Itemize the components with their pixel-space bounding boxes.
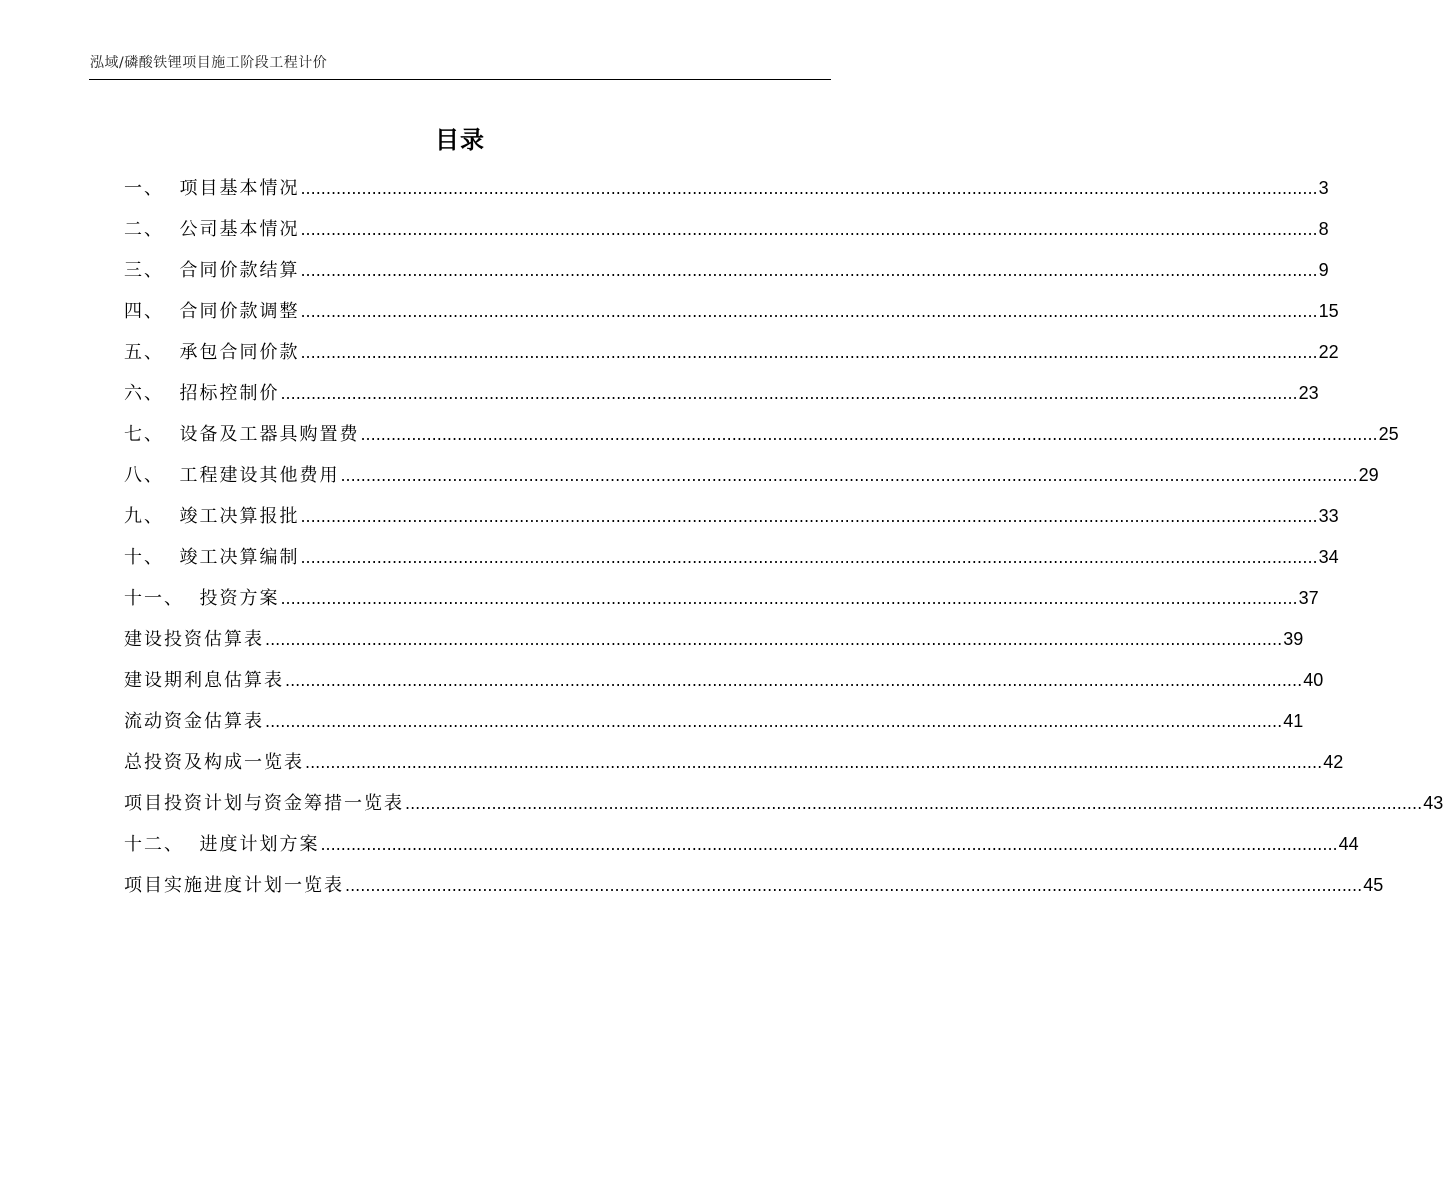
toc-entry[interactable] [124, 867, 1384, 908]
toc-entry-label: 工程建设其他费用 [179, 465, 340, 486]
toc-leader-dots: ........................................................................................................................................................................................................ [300, 548, 1318, 567]
toc-entry-label: 进度计划方案 [199, 834, 320, 855]
toc-entry-page: 40 [1303, 670, 1324, 690]
toc-entry-page: 34 [1318, 547, 1339, 567]
toc-entry-number: 十二、 [124, 834, 200, 855]
toc-entry-label: 流动资金估算表 [124, 711, 264, 732]
toc-leader-dots: ........................................................................................................................................................................................................ [300, 261, 1318, 280]
toc-leader-dots: ........................................................................................................................................................................................................ [360, 425, 1378, 444]
toc-entry-page: 43 [1423, 793, 1443, 813]
toc-entry-label: 合同价款结算 [179, 260, 300, 281]
toc-entry-label: 公司基本情况 [179, 219, 300, 240]
table-of-contents [124, 170, 1443, 908]
toc-entry-label: 设备及工器具购置费 [179, 424, 360, 445]
toc-leader-dots: ........................................................................................................................................................................................................ [300, 507, 1318, 526]
toc-entry[interactable] [124, 703, 1304, 744]
toc-entry-number: 四、 [124, 301, 180, 322]
toc-entry-page: 45 [1363, 875, 1384, 895]
toc-entry-page: 44 [1338, 834, 1359, 854]
toc-entry-page: 3 [1318, 178, 1329, 198]
toc-leader-dots: ........................................................................................................................................................................................................ [345, 876, 1363, 895]
toc-entry[interactable] [124, 293, 1339, 334]
toc-entry[interactable] [124, 252, 1329, 293]
toc-entry[interactable] [124, 498, 1339, 539]
toc-entry-label: 建设期利息估算表 [124, 670, 284, 691]
toc-entry-label: 投资方案 [199, 588, 280, 609]
toc-entry-number: 九、 [124, 506, 180, 527]
toc-entry-number: 一、 [124, 178, 180, 199]
toc-entry-label: 竣工决算编制 [179, 547, 300, 568]
toc-leader-dots: ........................................................................................................................................................................................................ [340, 466, 1358, 485]
toc-entry[interactable] [124, 785, 1443, 826]
toc-leader-dots: ........................................................................................................................................................................................................ [280, 589, 1298, 608]
toc-leader-dots: ........................................................................................................................................................................................................ [320, 835, 1338, 854]
toc-entry[interactable] [124, 662, 1324, 703]
toc-entry-page: 37 [1298, 588, 1319, 608]
toc-entry-number: 二、 [124, 219, 180, 240]
toc-leader-dots: ........................................................................................................................................................................................................ [305, 753, 1323, 772]
toc-entry[interactable] [124, 416, 1399, 457]
toc-leader-dots: ........................................................................................................................................................................................................ [300, 220, 1318, 239]
running-header: 泓域/磷酸铁锂项目施工阶段工程计价 [90, 55, 328, 71]
toc-entry-label: 项目实施进度计划一览表 [124, 875, 344, 896]
toc-entry-page: 23 [1298, 383, 1319, 403]
toc-entry-number: 五、 [124, 342, 180, 363]
toc-entry[interactable] [124, 457, 1379, 498]
toc-entry-number: 六、 [124, 383, 180, 404]
toc-entry-page: 33 [1318, 506, 1339, 526]
toc-entry-number: 八、 [124, 465, 180, 486]
toc-entry-page: 29 [1358, 465, 1379, 485]
toc-entry[interactable] [124, 826, 1359, 867]
toc-entry-number: 十一、 [124, 588, 200, 609]
toc-entry-number: 七、 [124, 424, 180, 445]
toc-leader-dots: ........................................................................................................................................................................................................ [265, 630, 1283, 649]
toc-entry-label: 项目投资计划与资金筹措一览表 [124, 793, 404, 814]
toc-entry-label: 招标控制价 [179, 383, 280, 404]
toc-entry-label: 承包合同价款 [179, 342, 300, 363]
toc-leader-dots: ........................................................................................................................................................................................................ [265, 712, 1283, 731]
toc-entry-page: 8 [1318, 219, 1329, 239]
toc-leader-dots: ........................................................................................................................................................................................................ [280, 384, 1298, 403]
toc-title: 目录 [435, 126, 485, 154]
toc-entry[interactable] [124, 170, 1329, 211]
toc-entry-page: 42 [1323, 752, 1344, 772]
toc-entry-number: 十、 [124, 547, 180, 568]
toc-entry-page: 22 [1318, 342, 1339, 362]
toc-leader-dots: ........................................................................................................................................................................................................ [300, 302, 1318, 321]
toc-entry-page: 25 [1378, 424, 1399, 444]
header-divider [89, 79, 831, 80]
toc-leader-dots: ........................................................................................................................................................................................................ [300, 179, 1318, 198]
toc-entry[interactable] [124, 621, 1304, 662]
toc-entry[interactable] [124, 375, 1319, 416]
toc-entry-page: 39 [1283, 629, 1304, 649]
toc-entry-number: 三、 [124, 260, 180, 281]
toc-entry-page: 15 [1318, 301, 1339, 321]
toc-entry[interactable] [124, 334, 1339, 375]
toc-entry-label: 项目基本情况 [179, 178, 300, 199]
toc-leader-dots: ........................................................................................................................................................................................................ [285, 671, 1303, 690]
toc-entry[interactable] [124, 580, 1319, 621]
toc-entry[interactable] [124, 539, 1339, 580]
toc-entry[interactable] [124, 211, 1329, 252]
toc-entry-page: 41 [1283, 711, 1304, 731]
toc-leader-dots: ........................................................................................................................................................................................................ [405, 794, 1423, 813]
toc-entry-label: 合同价款调整 [179, 301, 300, 322]
toc-entry-label: 建设投资估算表 [124, 629, 264, 650]
toc-leader-dots: ........................................................................................................................................................................................................ [300, 343, 1318, 362]
toc-entry[interactable] [124, 744, 1344, 785]
toc-entry-page: 9 [1318, 260, 1329, 280]
toc-entry-label: 总投资及构成一览表 [124, 752, 304, 773]
toc-entry-label: 竣工决算报批 [179, 506, 300, 527]
